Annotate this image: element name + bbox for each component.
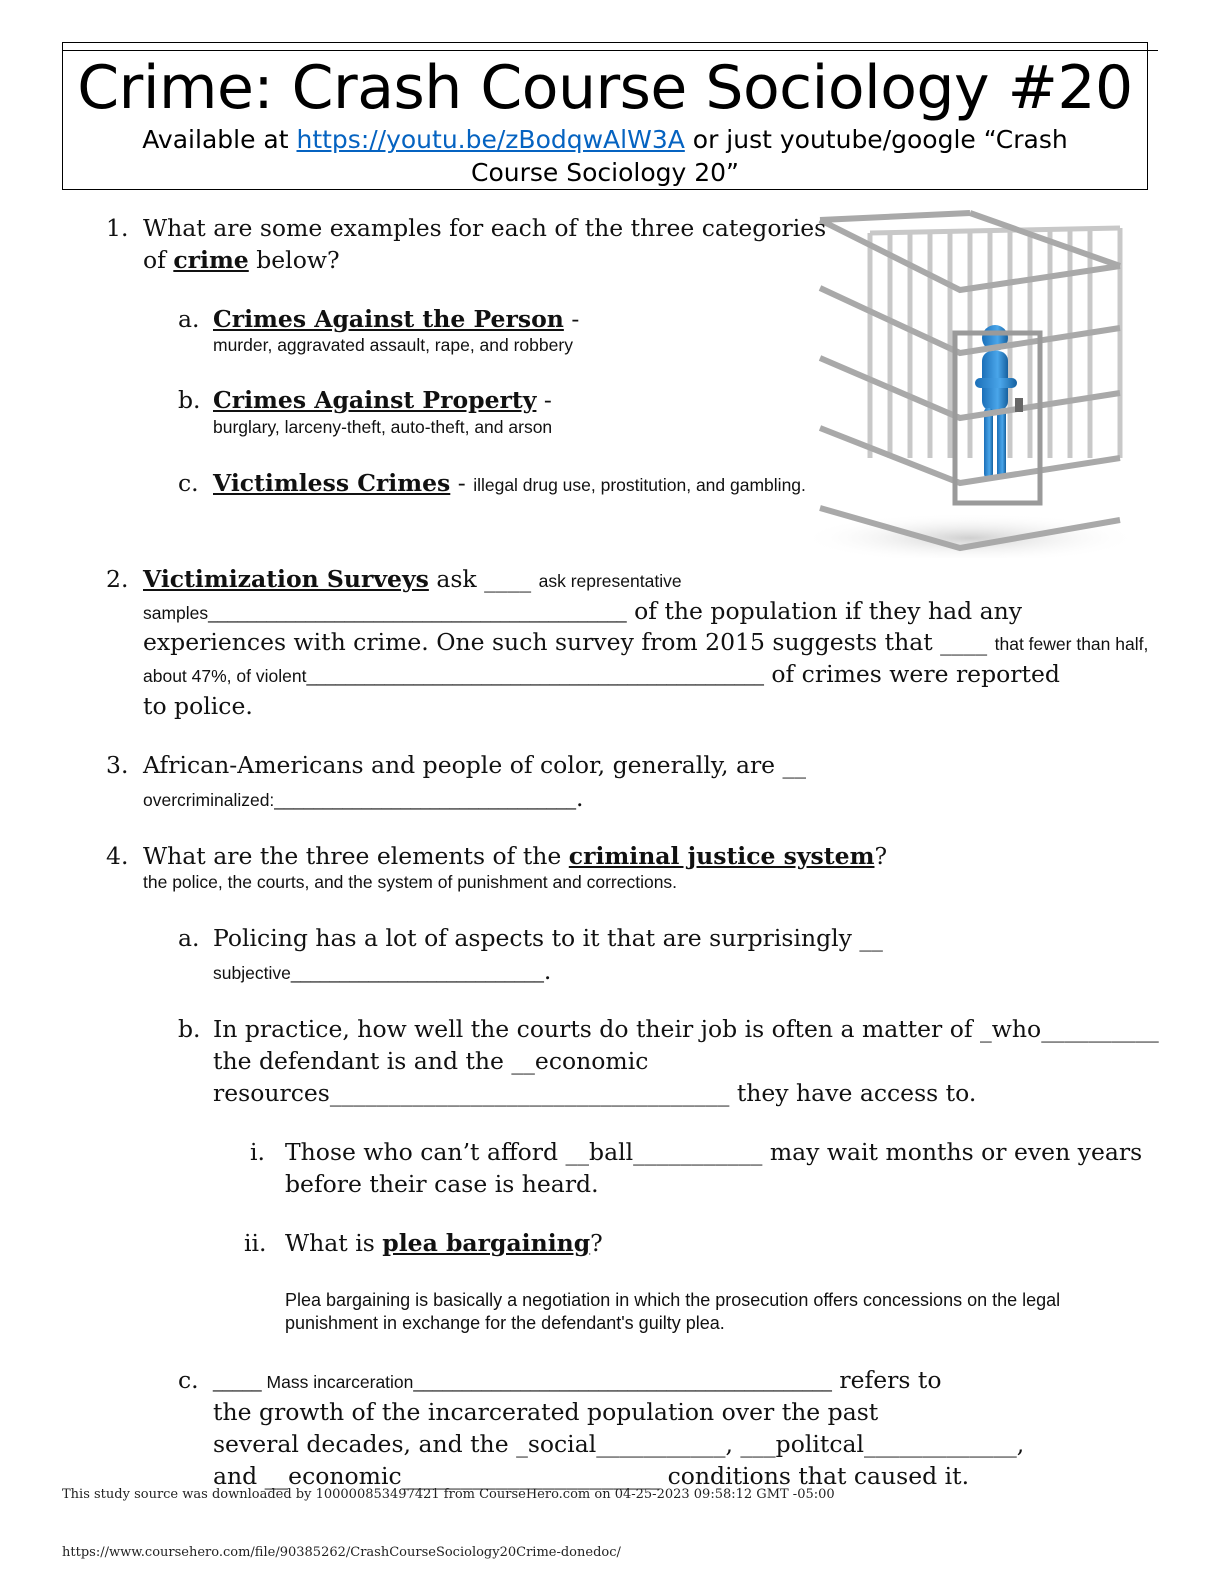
- q4a-marker: a.: [178, 924, 200, 952]
- q2-line2: samples___________________________________________ of the population if they had any: [143, 597, 1023, 625]
- q4a-line1: Policing has a lot of aspects to it that are surprisingly __: [213, 924, 883, 952]
- term-criminal-justice-system: criminal justice system: [568, 842, 875, 870]
- term-victimization-surveys: Victimization Surveys: [143, 565, 429, 593]
- source-url[interactable]: https://www.coursehero.com/file/90385262/CrashCourseSociology20Crime-donedoc/: [62, 1545, 621, 1560]
- download-notice: This study source was downloaded by 100000853497421 from CourseHero.com on 04-25-2023 09:58:12 GMT -05:00: [62, 1487, 835, 1502]
- jail-cage-icon: [790, 208, 1135, 558]
- q4c-marker: c.: [178, 1366, 199, 1394]
- q4c-answer: _____ Mass incarceration___________________________________________: [213, 1372, 832, 1392]
- q1c-marker: c.: [178, 469, 199, 497]
- q2-line4: about 47%, of violent_______________________________________________ of crimes were reported: [143, 660, 1060, 688]
- video-link[interactable]: https://youtu.be/zBodqwAlW3A: [296, 125, 685, 154]
- q1a-heading: Crimes Against the Person -: [213, 305, 580, 333]
- term-crime: crime: [173, 246, 249, 274]
- q4bii-marker: ii.: [244, 1229, 267, 1257]
- q4bii-answer-1: Plea bargaining is basically a negotiation in which the prosecution offers concessions on the legal: [285, 1290, 1061, 1310]
- q1a-marker: a.: [178, 305, 200, 333]
- q2-answer-4: about 47%, of violent_______________________________________________: [143, 666, 764, 686]
- q2-answer-3: that fewer than half,: [994, 634, 1149, 654]
- q3-line1: African-Americans and people of color, generally, are __: [143, 751, 807, 779]
- q3-line2: overcriminalized:_______________________________.: [143, 784, 584, 812]
- q4bii-answer-2: punishment in exchange for the defendant's guilty plea.: [285, 1313, 725, 1333]
- q2-answer-1: ask representative: [538, 571, 682, 591]
- q4bi-line1: Those who can’t afford __ball___________ may wait months or even years: [285, 1138, 1143, 1166]
- q2-line1: Victimization Surveys ask ____ ask representative: [143, 565, 682, 593]
- q4b-line2: the defendant is and the __economic: [213, 1047, 649, 1075]
- availability-suffix: or just youtube/google “Crash: [684, 125, 1068, 154]
- page-title: Crime: Crash Course Sociology #20: [77, 53, 1133, 123]
- q4c-line1: _____ Mass incarceration___________________________________________ refers to: [213, 1366, 942, 1394]
- q2-number: 2.: [106, 565, 129, 593]
- q2-answer-2: samples___________________________________________: [143, 603, 627, 623]
- term-victimless-crimes: Victimless Crimes: [213, 469, 451, 497]
- availability-prefix: Available at: [142, 125, 297, 154]
- q4-number: 4.: [106, 842, 129, 870]
- q4-answer: the police, the courts, and the system of punishment and corrections.: [143, 872, 678, 892]
- q4a-line2: subjective__________________________.: [213, 957, 552, 985]
- q3-number: 3.: [106, 751, 129, 779]
- term-crimes-against-person: Crimes Against the Person: [213, 305, 564, 333]
- q3-answer: overcriminalized:_______________________________: [143, 790, 577, 810]
- q1b-marker: b.: [178, 386, 201, 414]
- q1-number: 1.: [106, 214, 129, 242]
- q1-line2: of crime below?: [143, 246, 340, 274]
- q1c-answer: illegal drug use, prostitution, and gambling.: [473, 475, 806, 495]
- q1a-answer: murder, aggravated assault, rape, and robbery: [213, 335, 573, 355]
- q2-line5: to police.: [143, 692, 253, 720]
- q4bi-line2: before their case is heard.: [285, 1170, 599, 1198]
- term-plea-bargaining: plea bargaining: [382, 1229, 591, 1257]
- q4b-marker: b.: [178, 1015, 201, 1043]
- q1c-heading: Victimless Crimes - illegal drug use, prostitution, and gambling.: [213, 469, 806, 497]
- q4c-line3: several decades, and the _social___________, ___politcal_____________,: [213, 1430, 1025, 1458]
- q1b-answer: burglary, larceny-theft, auto-theft, and arson: [213, 417, 553, 437]
- availability-line-2: Course Sociology 20”: [471, 158, 739, 187]
- q1b-heading: Crimes Against Property -: [213, 386, 552, 414]
- q4c-line4: and __economic______________________ conditions that caused it.: [213, 1462, 970, 1490]
- availability-line: [63, 123, 1147, 156]
- q4-line1: What are the three elements of the criminal justice system?: [143, 842, 888, 870]
- q4b-line3: resources__________________________________ they have access to.: [213, 1079, 977, 1107]
- q4a-answer: subjective__________________________: [213, 963, 544, 983]
- title-box: [62, 42, 1148, 190]
- q1-line1: What are some examples for each of the three categories: [143, 214, 827, 242]
- term-crimes-against-property: Crimes Against Property: [213, 386, 537, 414]
- q4bii-line1: What is plea bargaining?: [285, 1229, 603, 1257]
- q4c-line2: the growth of the incarcerated population over the past: [213, 1398, 879, 1426]
- q4b-line1: In practice, how well the courts do their job is often a matter of _who__________: [213, 1015, 1159, 1043]
- q2-line3: experiences with crime. One such survey from 2015 suggests that ____ that fewer than half,: [143, 628, 1149, 656]
- q4bi-marker: i.: [250, 1138, 265, 1166]
